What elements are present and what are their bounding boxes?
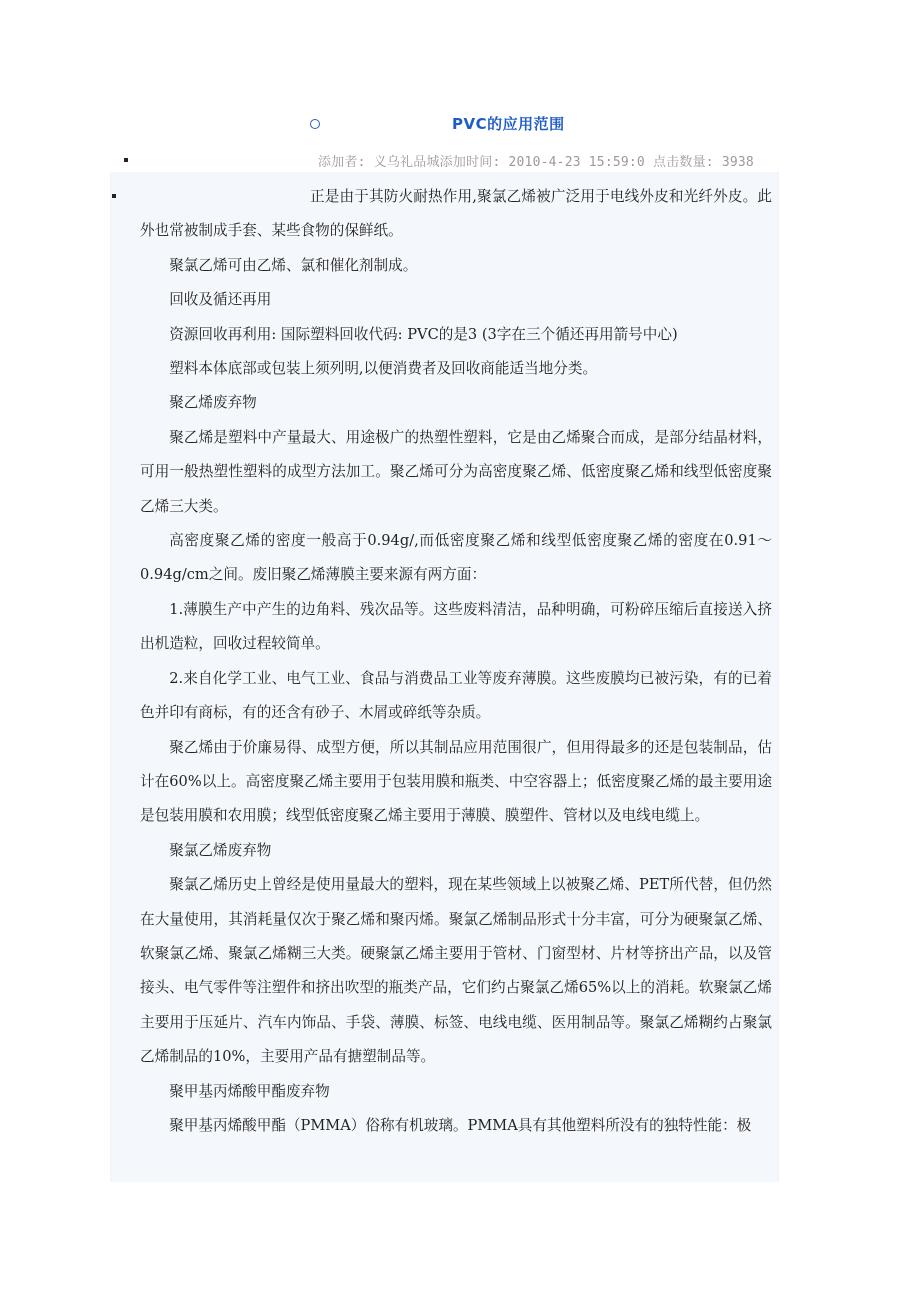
paragraph: 聚乙烯由于价廉易得、成型方便，所以其制品应用范围很广，但用得最多的还是包装制品，估计在60%以上。高密度聚乙烯主要用于包装用膜和瓶类、中空容器上；低密度聚乙烯的最主要用途是包装用膜和农用膜；线型低密度聚乙烯主要用于薄膜、膜塑件、管材以及电线电缆上。 xyxy=(140,738,772,825)
square-bullet-icon xyxy=(124,158,128,162)
section-heading: 聚氯乙烯废弃物 xyxy=(169,841,272,859)
paragraph: 聚氯乙烯历史上曾经是使用量最大的塑料，现在某些领域上以被聚乙烯、PET所代替，但仍然在大量使用，其消耗量仅次于聚乙烯和聚丙烯。聚氯乙烯制品形式十分丰富，可分为硬聚氯乙烯、软聚氯乙烯、聚氯乙烯糊三大类。硬聚氯乙烯主要用于管材、门窗型材、片材等挤出产品，以及管接头、电气零件等注塑件和挤出吹型的瓶类产品，它们约占聚氯乙烯65%以上的消耗。软聚氯乙烯主要用于压延片、汽车内饰品、手袋、薄膜、标签、电线电缆、医用制品等。聚氯乙烯糊约占聚氯乙烯制品的10%，主要用产品有搪塑制品等。 xyxy=(140,876,772,1066)
paragraph: 塑料本体底部或包装上须列明,以便消费者及回收商能适当地分类。 xyxy=(169,360,598,378)
paragraph: 2.来自化学工业、电气工业、食品与消费品工业等废弃薄膜。这些废膜均已被污染，有的已着色并印有商标，有的还含有砂子、木屑或碎纸等杂质。 xyxy=(140,669,772,722)
circle-bullet-icon xyxy=(310,119,320,129)
paragraph: 高密度聚乙烯的密度一般高于0.94g/,而低密度聚乙烯和线型低密度聚乙烯的密度在0.91～0.94g/cm之间。废旧聚乙烯薄膜主要来源有两方面： xyxy=(140,532,772,584)
article-title[interactable]: PVC的应用范围 xyxy=(452,115,565,133)
section-heading: 回收及循还再用 xyxy=(169,291,272,309)
paragraph: 聚氯乙烯可由乙烯、氯和催化剂制成。 xyxy=(169,256,418,274)
paragraph: 1.薄膜生产中产生的边角料、残次品等。这些废料清洁，品种明确，可粉碎压缩后直接送入挤出机造粒，回收过程较简单。 xyxy=(140,600,772,653)
section-heading: 聚乙烯废弃物 xyxy=(169,394,257,412)
paragraph: 聚甲基丙烯酸甲酯（PMMA）俗称有机玻璃。PMMA具有其他塑料所没有的独特性能：极 xyxy=(169,1116,752,1134)
paragraph: 正是由于其防火耐热作用,聚氯乙烯被广泛用于电线外皮和光纤外皮。此外也常被制成手套、某些食物的保鲜纸。 xyxy=(140,188,772,240)
paragraph: 聚乙烯是塑料中产量最大、用途极广的热塑性塑料，它是由乙烯聚合而成，是部分结晶材料，可用一般热塑性塑料的成型方法加工。聚乙烯可分为高密度聚乙烯、低密度聚乙烯和线型低密度聚乙烯三大类。 xyxy=(140,428,772,515)
section-heading: 聚甲基丙烯酸甲酯废弃物 xyxy=(169,1082,330,1100)
paragraph: 资源回收再利用: 国际塑料回收代码: PVC的是3 (3字在三个循还再用箭号中心) xyxy=(169,325,678,343)
square-bullet-icon xyxy=(112,194,116,198)
article-title-row xyxy=(0,110,920,140)
article-content xyxy=(140,180,772,1143)
article-meta-row xyxy=(0,150,920,172)
article-meta: 添加者: 义乌礼品城添加时间: 2010-4-23 15:59:0 点击数量: 3938 xyxy=(318,155,754,170)
